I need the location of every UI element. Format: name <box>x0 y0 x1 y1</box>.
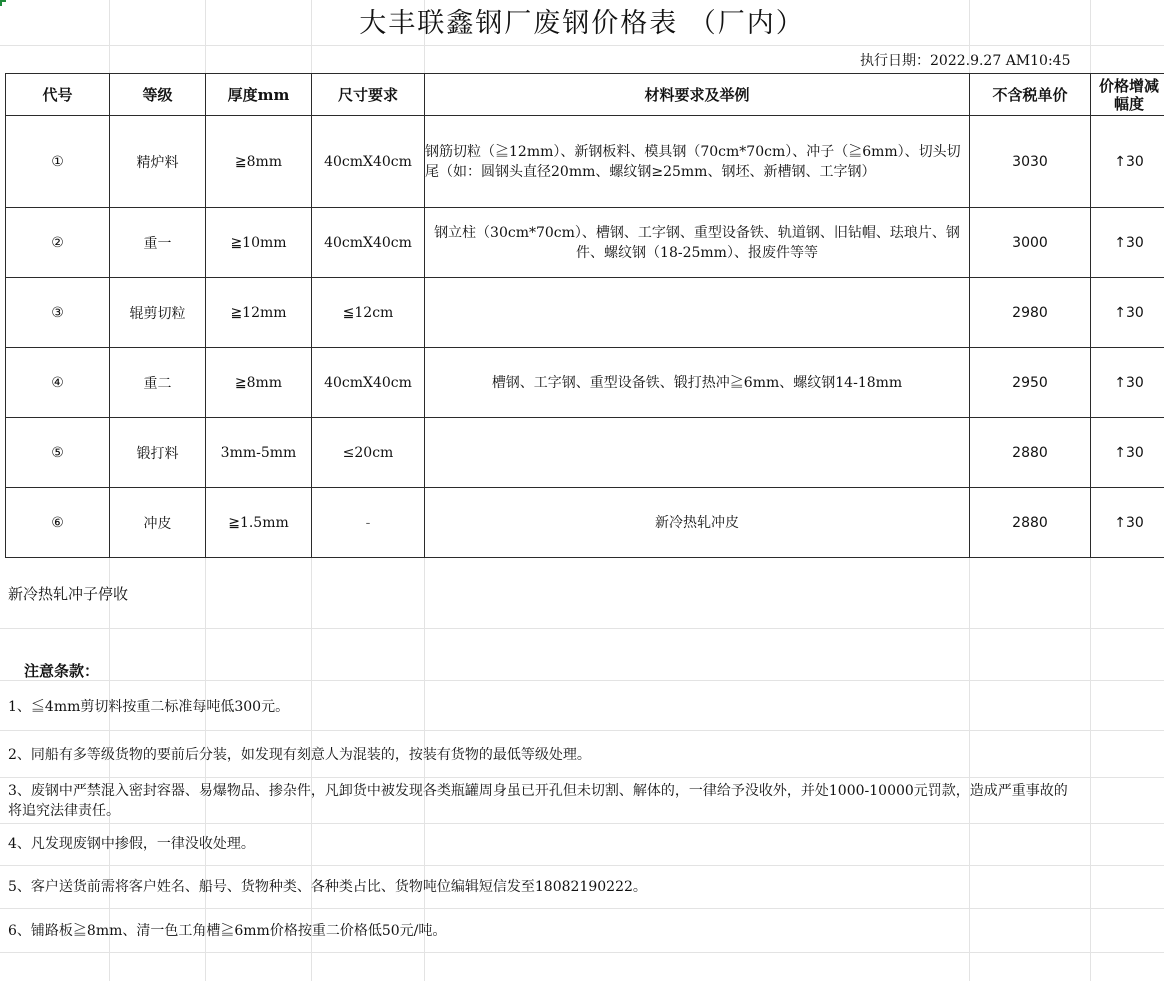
note-item: 2、同船有多等级货物的要前后分装，如发现有刻意人为混装的，按装有货物的最低等级处理。 <box>8 747 591 763</box>
cell-material[interactable]: 钢筋切粒（≧12mm）、新钢板料、模具钢（70cm*70cm）、冲子（≧6mm）、切头切尾（如：圆钢头直径20mm、螺纹钢≥25mm、钢坯、新槽钢、工字钢） <box>425 116 970 208</box>
cell-thickness[interactable]: ≧8mm <box>206 348 312 418</box>
note-item: 4、凡发现废钢中掺假，一律没收处理。 <box>8 836 255 852</box>
cell-price[interactable]: 3000 <box>970 208 1091 278</box>
cell-code[interactable]: ① <box>6 116 110 208</box>
header-change: 价格增减 幅度 <box>1091 74 1164 116</box>
note-item: 1、≦4mm剪切料按重二标准每吨低300元。 <box>8 699 290 715</box>
cell-price[interactable]: 3030 <box>970 116 1091 208</box>
cell-material[interactable]: 新冷热轧冲皮 <box>425 488 970 558</box>
cell-size[interactable]: 40cmX40cm <box>312 116 425 208</box>
cell-change[interactable]: ↑30 <box>1091 278 1164 348</box>
stop-notice: 新冷热轧冲子停收 <box>8 585 129 603</box>
cell-grade[interactable]: 精炉料 <box>110 116 206 208</box>
price-table <box>5 73 1164 558</box>
cell-size[interactable]: 40cmX40cm <box>312 348 425 418</box>
cell-material[interactable] <box>425 418 970 488</box>
cell-price[interactable]: 2980 <box>970 278 1091 348</box>
execution-date: 执行日期：2022.9.27 AM10:45 <box>860 53 1071 69</box>
note-item: 3、废钢中严禁混入密封容器、易爆物品、掺杂件，凡卸货中被发现各类瓶罐周身虽已开孔但未切割、解体的，一律给予没收外，并处1000-10000元罚款，造成严重事故的将追究法律责任。 <box>8 783 1068 819</box>
cell-thickness[interactable]: ≧12mm <box>206 278 312 348</box>
cell-code[interactable]: ⑥ <box>6 488 110 558</box>
cell-price[interactable]: 2880 <box>970 418 1091 488</box>
sheet-title: 大丰联鑫钢厂废钢价格表 （厂内） <box>359 8 805 39</box>
cell-code[interactable]: ⑤ <box>6 418 110 488</box>
cell-material[interactable]: 钢立柱（30cm*70cm）、槽钢、工字钢、重型设备铁、轨道钢、旧钻帽、珐琅片、钢件、螺纹钢（18-25mm）、报废件等等 <box>425 208 970 278</box>
cell-change[interactable]: ↑30 <box>1091 348 1164 418</box>
table-row <box>6 418 1164 488</box>
cell-size[interactable]: - <box>312 488 425 558</box>
note-item: 5、客户送货前需将客户姓名、船号、货物种类、各种类占比、货物吨位编辑短信发至18082190222。 <box>8 879 647 895</box>
cell-grade[interactable]: 锻打料 <box>110 418 206 488</box>
header-material: 材料要求及举例 <box>425 74 970 116</box>
cell-material[interactable]: 槽钢、工字钢、重型设备铁、锻打热冲≧6mm、螺纹钢14-18mm <box>425 348 970 418</box>
notes-title: 注意条款： <box>24 662 100 680</box>
cell-code[interactable]: ④ <box>6 348 110 418</box>
cell-thickness[interactable]: ≧10mm <box>206 208 312 278</box>
cell-code[interactable]: ③ <box>6 278 110 348</box>
cell-change[interactable]: ↑30 <box>1091 116 1164 208</box>
cell-grade[interactable]: 辊剪切粒 <box>110 278 206 348</box>
header-grade: 等级 <box>110 74 206 116</box>
header-row <box>6 74 1164 116</box>
cell-price[interactable]: 2950 <box>970 348 1091 418</box>
cell-size[interactable]: ≤20cm <box>312 418 425 488</box>
cell-material[interactable] <box>425 278 970 348</box>
header-code: 代号 <box>6 74 110 116</box>
table-row <box>6 208 1164 278</box>
cell-code[interactable]: ② <box>6 208 110 278</box>
table-row <box>6 278 1164 348</box>
cell-change[interactable]: ↑30 <box>1091 488 1164 558</box>
cell-grade[interactable]: 冲皮 <box>110 488 206 558</box>
table-row <box>6 348 1164 418</box>
header-thickness: 厚度mm <box>206 74 312 116</box>
cell-price[interactable]: 2880 <box>970 488 1091 558</box>
cell-thickness[interactable]: ≧1.5mm <box>206 488 312 558</box>
header-size: 尺寸要求 <box>312 74 425 116</box>
cell-thickness[interactable]: 3mm-5mm <box>206 418 312 488</box>
table-row <box>6 116 1164 208</box>
cell-change[interactable]: ↑30 <box>1091 418 1164 488</box>
cell-change[interactable]: ↑30 <box>1091 208 1164 278</box>
cell-thickness[interactable]: ≧8mm <box>206 116 312 208</box>
cell-grade[interactable]: 重二 <box>110 348 206 418</box>
cell-size[interactable]: 40cmX40cm <box>312 208 425 278</box>
table-row <box>6 488 1164 558</box>
note-item: 6、铺路板≧8mm、清一色工角槽≧6mm价格按重二价格低50元/吨。 <box>8 923 447 939</box>
cell-size[interactable]: ≦12cm <box>312 278 425 348</box>
cell-grade[interactable]: 重一 <box>110 208 206 278</box>
header-price: 不含税单价 <box>970 74 1091 116</box>
